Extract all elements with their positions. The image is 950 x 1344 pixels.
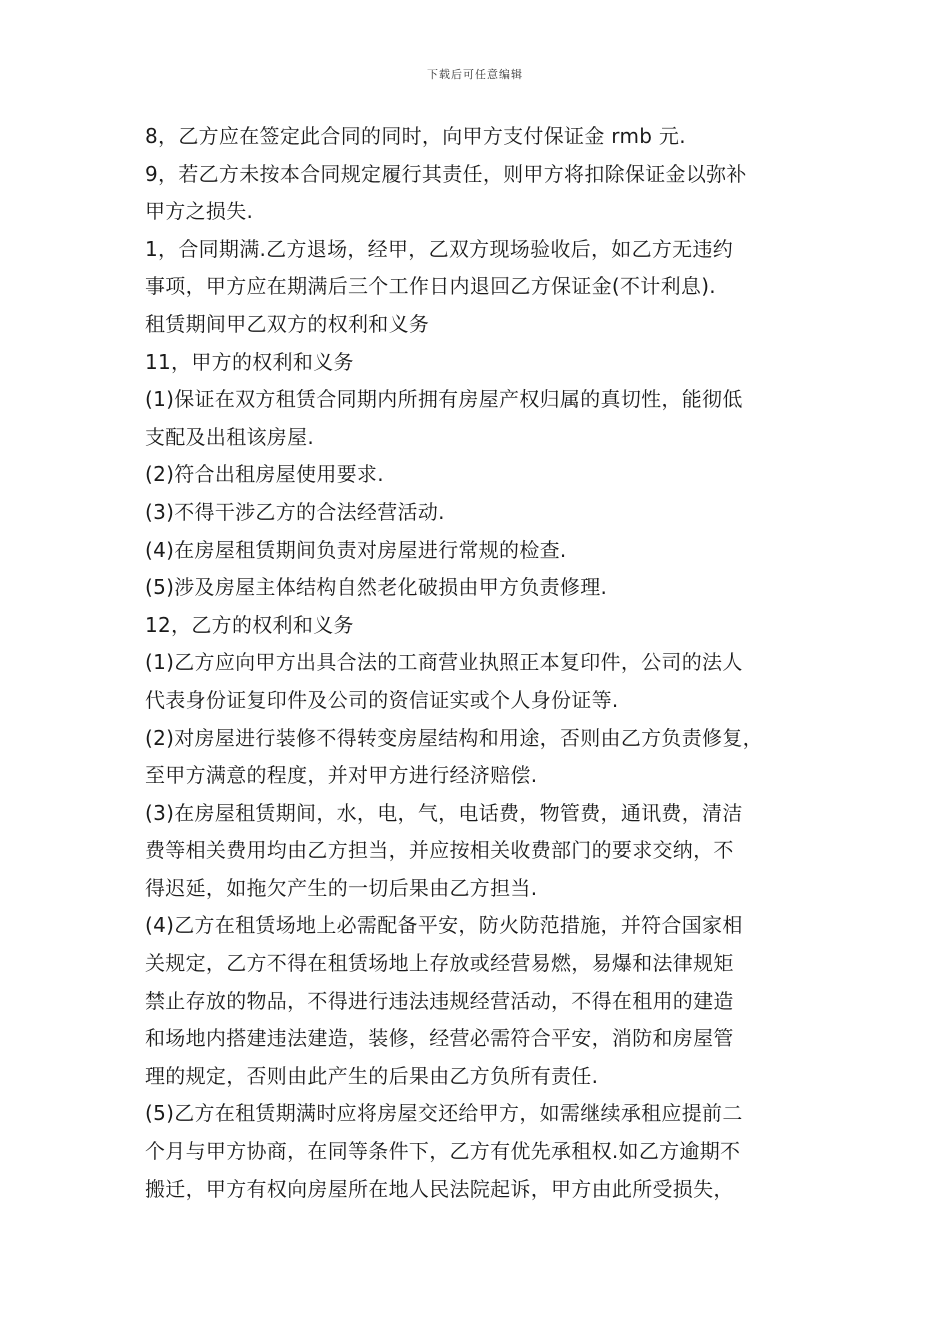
text-line: (4)乙方在租赁场地上必需配备平安，防火防范措施，并符合国家相 [145, 913, 743, 938]
text-line: 至甲方满意的程度，并对甲方进行经济赔偿. [145, 763, 538, 788]
text-line: 理的规定，否则由此产生的后果由乙方负所有责任. [145, 1063, 599, 1088]
text-line: (3)在房屋租赁期间，水，电，气，电话费，物管费，通讯费，清洁 [145, 800, 743, 825]
text-line: 9，若乙方未按本合同规定履行其责任，则甲方将扣除保证金以弥补 [145, 161, 747, 186]
text-line: 事项，甲方应在期满后三个工作日内退回乙方保证金(不计利息). [145, 274, 716, 299]
text-line: (2)符合出租房屋使用要求. [145, 462, 384, 487]
text-line: 11，甲方的权利和义务 [145, 349, 354, 374]
text-line: 租赁期间甲乙双方的权利和义务 [145, 311, 430, 336]
text-line: (3)不得干涉乙方的合法经营活动. [145, 499, 445, 524]
text-line: 关规定，乙方不得在租赁场地上存放或经营易燃，易爆和法律规矩 [145, 951, 734, 976]
text-line: 支配及出租该房屋. [145, 424, 315, 449]
text-line: 得迟延，如拖欠产生的一切后果由乙方担当. [145, 875, 538, 900]
text-line: 1，合同期满.乙方退场，经甲，乙双方现场验收后，如乙方无违约 [145, 236, 734, 261]
document-body [145, 118, 815, 1208]
page-header: 下载后可任意编辑 [427, 68, 523, 81]
text-line: 12，乙方的权利和义务 [145, 612, 354, 637]
text-line: (4)在房屋租赁期间负责对房屋进行常规的检查. [145, 537, 567, 562]
text-line: (5)涉及房屋主体结构自然老化破损由甲方负责修理. [145, 575, 608, 600]
text-line: 费等相关费用均由乙方担当，并应按相关收费部门的要求交纳，不 [145, 838, 734, 863]
text-line: (1)保证在双方租赁合同期内所拥有房屋产权归属的真切性，能彻低 [145, 387, 743, 412]
text-line: 搬迁，甲方有权向房屋所在地人民法院起诉，甲方由此所受损失， [145, 1176, 734, 1201]
text-line: (2)对房屋进行装修不得转变房屋结构和用途，否则由乙方负责修复， [145, 725, 763, 750]
text-line: (5)乙方在租赁期满时应将房屋交还给甲方，如需继续承租应提前二 [145, 1101, 743, 1126]
text-line: 甲方之损失. [145, 199, 254, 224]
text-line: 和场地内搭建违法建造，装修，经营必需符合平安，消防和房屋管 [145, 1026, 734, 1051]
text-line: (1)乙方应向甲方出具合法的工商营业执照正本复印件，公司的法人 [145, 650, 743, 675]
text-line: 8，乙方应在签定此合同的同时，向甲方支付保证金 rmb 元. [145, 124, 686, 148]
text-line: 个月与甲方协商，在同等条件下，乙方有优先承租权.如乙方逾期不 [145, 1139, 741, 1164]
text-line: 禁止存放的物品，不得进行违法违规经营活动，不得在租用的建造 [145, 988, 734, 1013]
text-line: 代表身份证复印件及公司的资信证实或个人身份证等. [145, 687, 619, 712]
